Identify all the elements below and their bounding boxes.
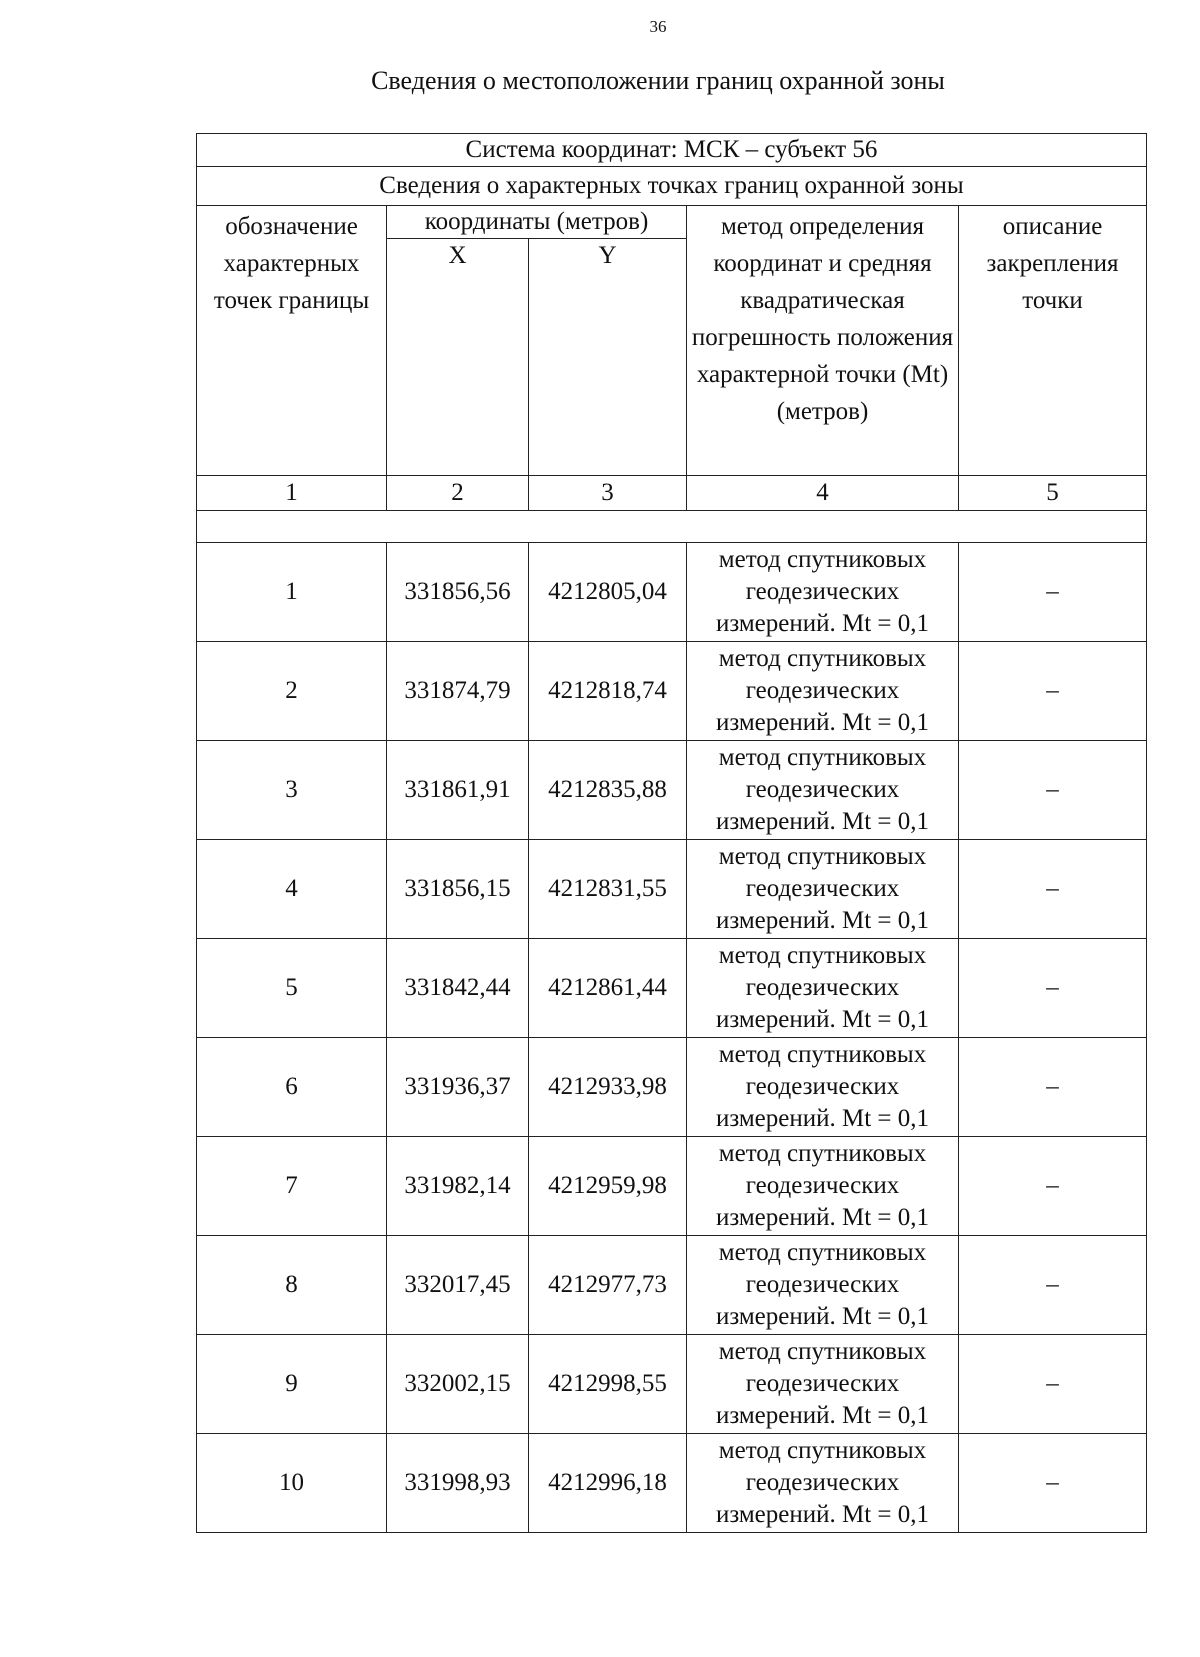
y-coordinate-cell: 4212959,98 bbox=[529, 1137, 687, 1236]
empty-cell bbox=[197, 511, 1147, 543]
method-cell: метод спутниковых геодезических измерений. Mt = 0,1 bbox=[687, 1434, 959, 1533]
x-coordinate-cell: 331936,37 bbox=[387, 1038, 529, 1137]
x-coordinate-cell: 331861,91 bbox=[387, 741, 529, 840]
point-designation-header: обозначение характерных точек границы bbox=[197, 206, 387, 476]
y-coordinate-cell: 4212998,55 bbox=[529, 1335, 687, 1434]
fixing-cell: – bbox=[959, 840, 1147, 939]
table-row bbox=[197, 1335, 1147, 1434]
table-row bbox=[197, 1434, 1147, 1533]
column-number: 2 bbox=[387, 476, 529, 511]
x-coordinate-cell: 332017,45 bbox=[387, 1236, 529, 1335]
y-coordinate-cell: 4212977,73 bbox=[529, 1236, 687, 1335]
y-coordinate-cell: 4212996,18 bbox=[529, 1434, 687, 1533]
method-cell: метод спутниковых геодезических измерений. Mt = 0,1 bbox=[687, 1038, 959, 1137]
x-coordinate-cell: 331998,93 bbox=[387, 1434, 529, 1533]
point-number-cell: 3 bbox=[197, 741, 387, 840]
y-coordinate-cell: 4212861,44 bbox=[529, 939, 687, 1038]
method-cell: метод спутниковых геодезических измерений. Mt = 0,1 bbox=[687, 642, 959, 741]
method-cell: метод спутниковых геодезических измерений. Mt = 0,1 bbox=[687, 1137, 959, 1236]
y-coordinate-cell: 4212835,88 bbox=[529, 741, 687, 840]
method-cell: метод спутниковых геодезических измерений. Mt = 0,1 bbox=[687, 741, 959, 840]
fixing-cell: – bbox=[959, 1038, 1147, 1137]
point-number-cell: 5 bbox=[197, 939, 387, 1038]
fixing-cell: – bbox=[959, 1434, 1147, 1533]
point-number-cell: 7 bbox=[197, 1137, 387, 1236]
table-row bbox=[197, 642, 1147, 741]
table-row bbox=[197, 1137, 1147, 1236]
x-header: X bbox=[387, 239, 529, 476]
point-number-cell: 4 bbox=[197, 840, 387, 939]
method-cell: метод спутниковых геодезических измерений. Mt = 0,1 bbox=[687, 1236, 959, 1335]
x-coordinate-cell: 331874,79 bbox=[387, 642, 529, 741]
point-number-cell: 10 bbox=[197, 1434, 387, 1533]
point-number-cell: 8 bbox=[197, 1236, 387, 1335]
boundary-points-table bbox=[196, 133, 1147, 1533]
point-number-cell: 6 bbox=[197, 1038, 387, 1137]
section-title-header: Сведения о характерных точках границ охранной зоны bbox=[197, 167, 1147, 206]
fixing-cell: – bbox=[959, 1137, 1147, 1236]
empty-separator-row bbox=[197, 511, 1147, 543]
y-coordinate-cell: 4212805,04 bbox=[529, 543, 687, 642]
method-cell: метод спутниковых геодезических измерений. Mt = 0,1 bbox=[687, 840, 959, 939]
table-row bbox=[197, 543, 1147, 642]
fixing-description-header: описание закрепления точки bbox=[959, 206, 1147, 476]
table-row bbox=[197, 840, 1147, 939]
table-row bbox=[197, 1038, 1147, 1137]
document-title: Сведения о местоположении границ охранной зоны bbox=[371, 66, 945, 95]
fixing-cell: – bbox=[959, 1236, 1147, 1335]
coordinates-header: координаты (метров) bbox=[387, 206, 687, 239]
method-cell: метод спутниковых геодезических измерений. Mt = 0,1 bbox=[687, 939, 959, 1038]
y-coordinate-cell: 4212831,55 bbox=[529, 840, 687, 939]
page-number: 36 bbox=[649, 17, 667, 36]
table-row bbox=[197, 939, 1147, 1038]
fixing-cell: – bbox=[959, 939, 1147, 1038]
y-coordinate-cell: 4212933,98 bbox=[529, 1038, 687, 1137]
method-cell: метод спутниковых геодезических измерений. Mt = 0,1 bbox=[687, 543, 959, 642]
fixing-cell: – bbox=[959, 642, 1147, 741]
point-number-cell: 1 bbox=[197, 543, 387, 642]
method-header: метод определения координат и средняя квадратическая погрешность положения характерной точки (Mt) (метров) bbox=[687, 206, 959, 476]
x-coordinate-cell: 331856,56 bbox=[387, 543, 529, 642]
column-number: 3 bbox=[529, 476, 687, 511]
point-number-cell: 9 bbox=[197, 1335, 387, 1434]
column-number: 1 bbox=[197, 476, 387, 511]
method-cell: метод спутниковых геодезических измерений. Mt = 0,1 bbox=[687, 1335, 959, 1434]
fixing-cell: – bbox=[959, 741, 1147, 840]
column-number: 5 bbox=[959, 476, 1147, 511]
x-coordinate-cell: 331856,15 bbox=[387, 840, 529, 939]
fixing-cell: – bbox=[959, 1335, 1147, 1434]
x-coordinate-cell: 331842,44 bbox=[387, 939, 529, 1038]
y-header: Y bbox=[529, 239, 687, 476]
x-coordinate-cell: 332002,15 bbox=[387, 1335, 529, 1434]
table-row bbox=[197, 1236, 1147, 1335]
column-number: 4 bbox=[687, 476, 959, 511]
table-row bbox=[197, 741, 1147, 840]
fixing-cell: – bbox=[959, 543, 1147, 642]
y-coordinate-cell: 4212818,74 bbox=[529, 642, 687, 741]
column-number-row bbox=[197, 476, 1147, 511]
point-number-cell: 2 bbox=[197, 642, 387, 741]
x-coordinate-cell: 331982,14 bbox=[387, 1137, 529, 1236]
coordinate-system-header: Система координат: МСК – субъект 56 bbox=[197, 134, 1147, 167]
